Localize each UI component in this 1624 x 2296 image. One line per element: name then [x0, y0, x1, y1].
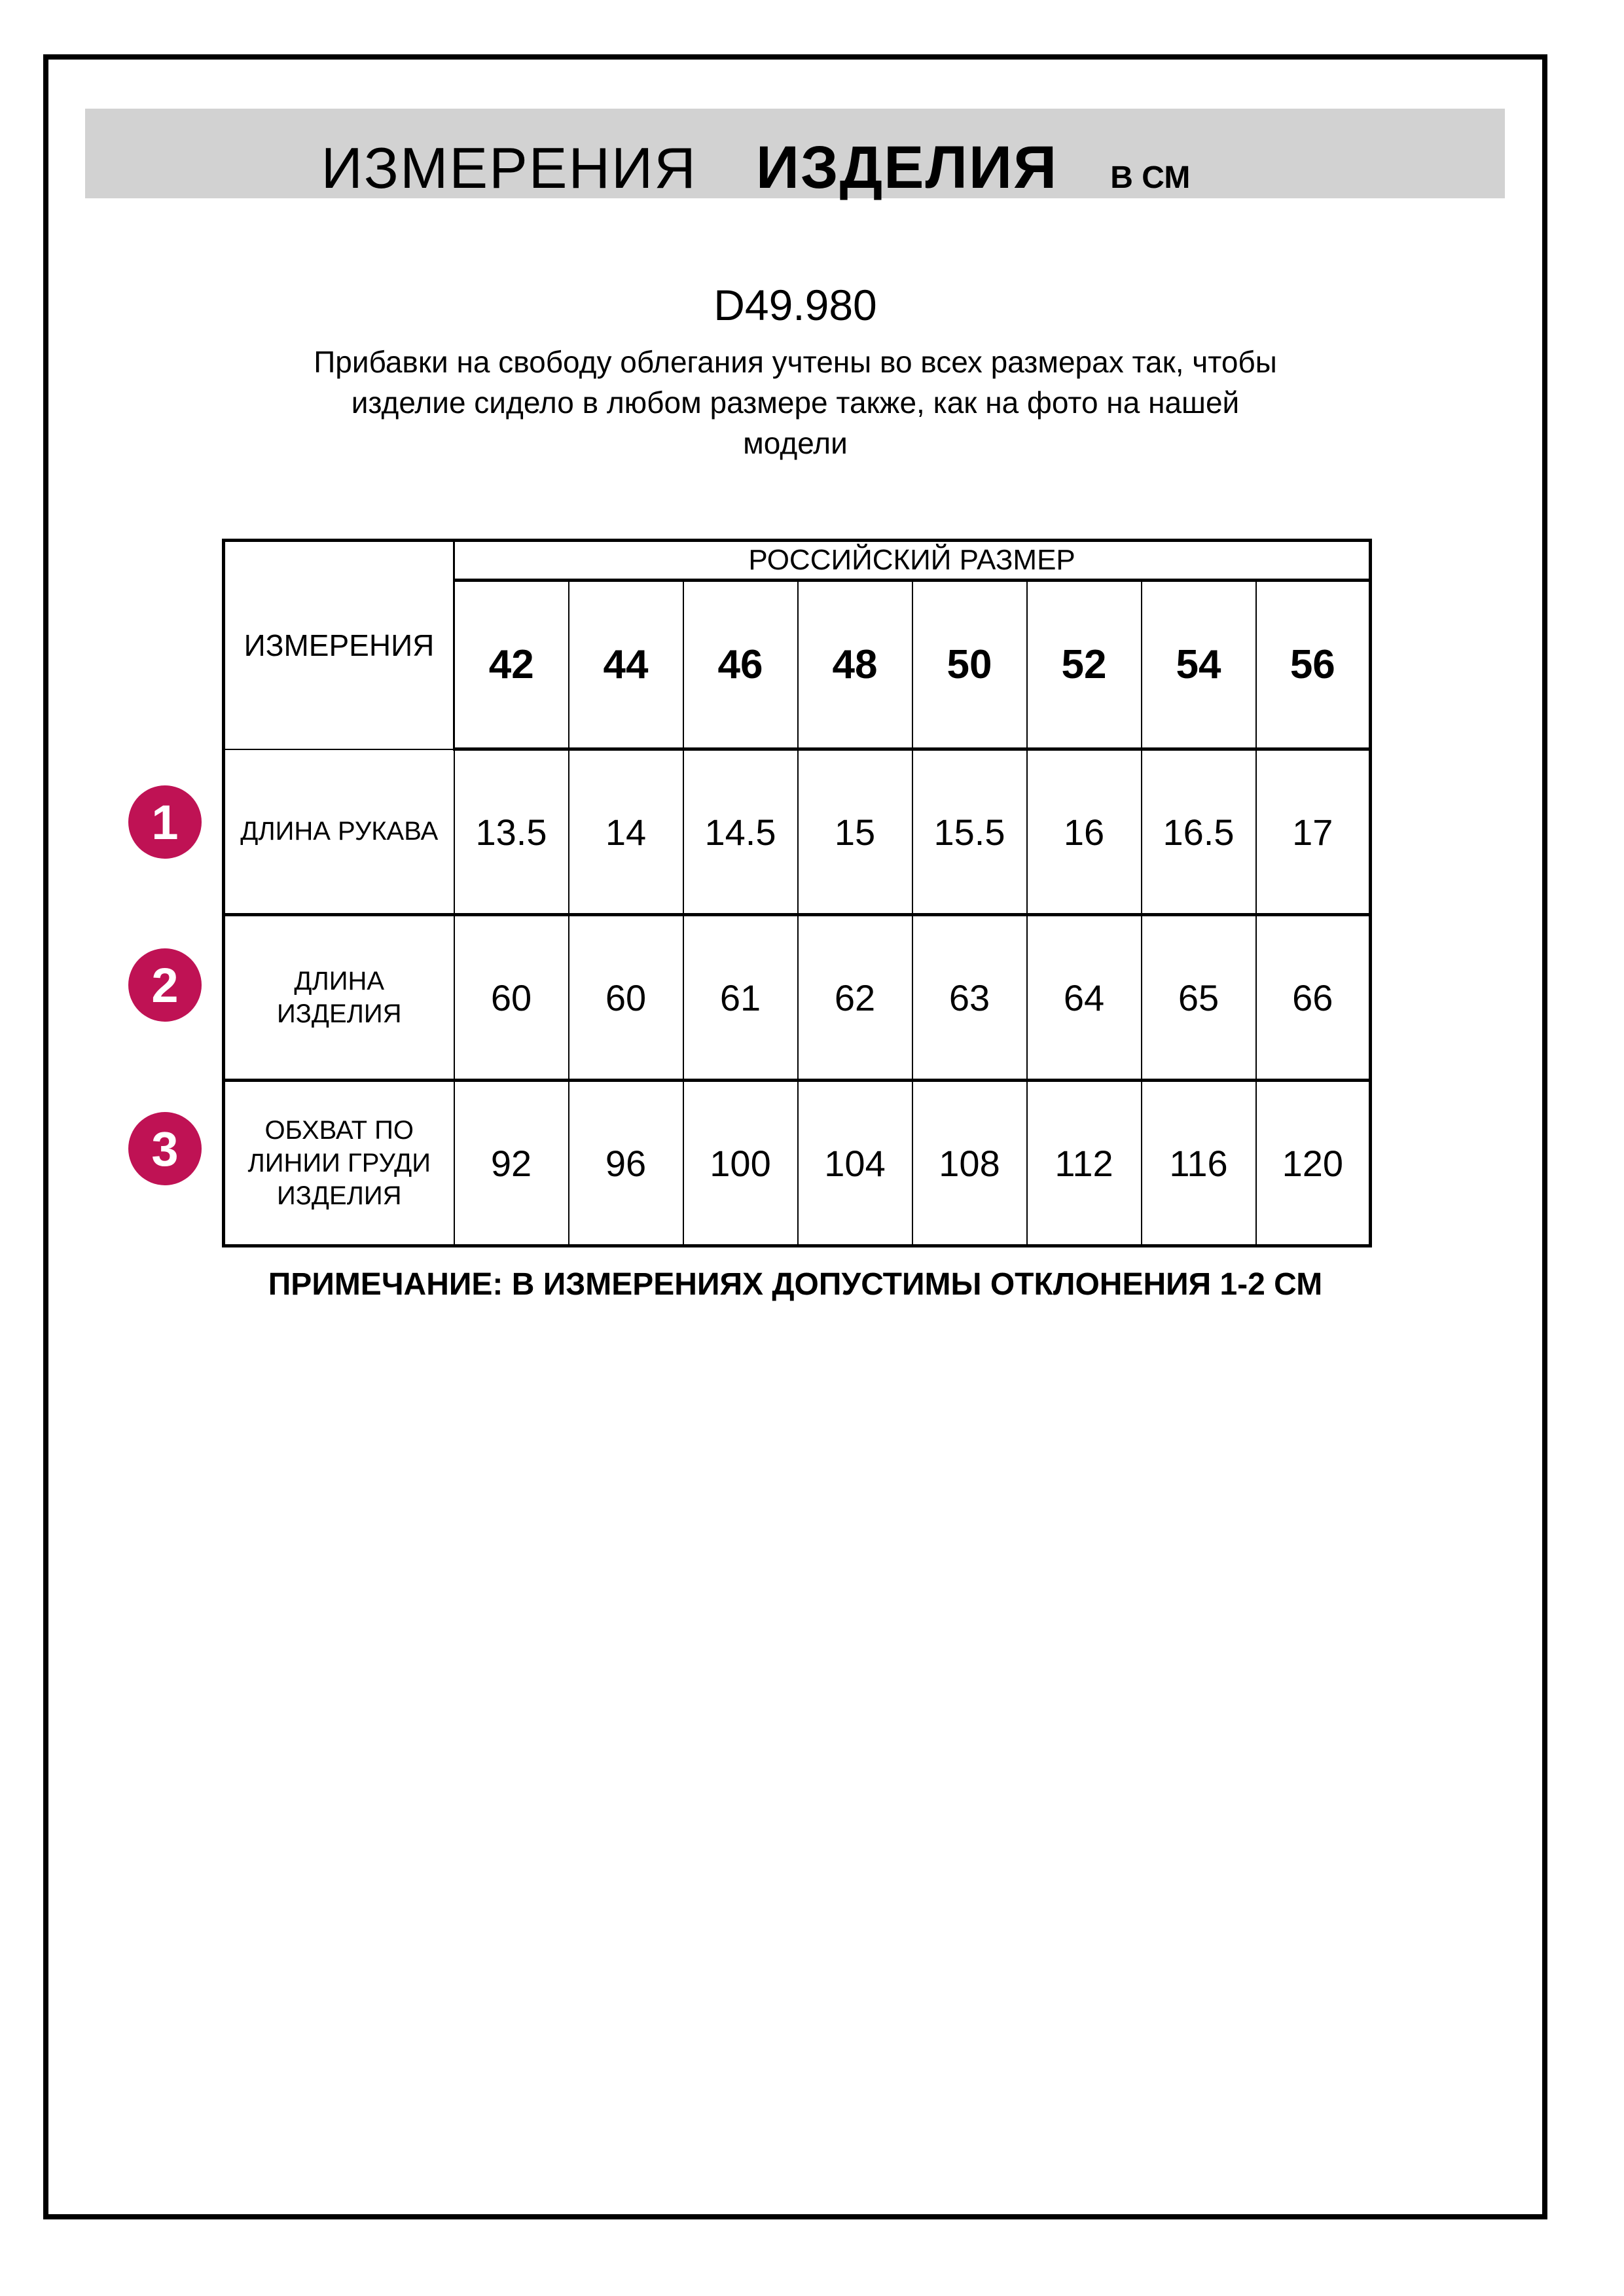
value-cell: 13.5	[454, 749, 569, 915]
measurement-label-line: ЛИНИИ ГРУДИ	[247, 1149, 431, 1177]
value-cell: 15	[798, 749, 912, 915]
title-product: ИЗДЕЛИЯ	[755, 134, 1058, 201]
row-number-badge-1: 1	[128, 785, 202, 859]
fit-description-line: Прибавки на свободу облегания учтены во всех размерах так, чтобы	[314, 345, 1277, 379]
title-band	[85, 109, 1505, 201]
measurements-header-cell: ИЗМЕРЕНИЯ	[224, 541, 454, 749]
value-cell: 120	[1256, 1081, 1371, 1246]
tolerance-note: ПРИМЕЧАНИЕ: В ИЗМЕРЕНИЯХ ДОПУСТИМЫ ОТКЛОНЕНИЯ 1-2 СМ	[268, 1267, 1323, 1302]
page-title	[321, 109, 1191, 202]
table-row	[224, 749, 1371, 915]
fit-description	[43, 342, 1547, 463]
size-header-cell: 50	[912, 581, 1027, 749]
value-cell: 96	[569, 1081, 683, 1246]
value-cell: 60	[569, 915, 683, 1081]
row-number-badge-3: 3	[128, 1112, 202, 1185]
size-header-cell: 42	[454, 581, 569, 749]
value-cell: 63	[912, 915, 1027, 1081]
value-cell: 16	[1027, 749, 1142, 915]
size-group-header-cell: РОССИЙСКИЙ РАЗМЕР	[454, 541, 1371, 581]
value-cell: 100	[683, 1081, 798, 1246]
measurement-label-line: ИЗДЕЛИЯ	[276, 1181, 402, 1210]
value-cell: 61	[683, 915, 798, 1081]
value-cell: 17	[1256, 749, 1371, 915]
measurement-label-line: ДЛИНА	[294, 967, 385, 996]
fit-description-line: модели	[743, 426, 848, 460]
fit-description-line: изделие сидело в любом размере также, как на фото на нашей	[351, 386, 1240, 420]
value-cell: 64	[1027, 915, 1142, 1081]
value-cell: 15.5	[912, 749, 1027, 915]
value-cell: 62	[798, 915, 912, 1081]
value-cell: 65	[1142, 915, 1256, 1081]
table-header-row-group	[224, 541, 1371, 581]
size-chart-table	[222, 539, 1372, 1247]
size-header-cell: 44	[569, 581, 683, 749]
title-measurements: ИЗМЕРЕНИЯ	[321, 135, 697, 200]
value-cell: 112	[1027, 1081, 1142, 1246]
size-header-cell: 56	[1256, 581, 1371, 749]
value-cell: 60	[454, 915, 569, 1081]
product-code: D49.980	[713, 281, 877, 329]
value-cell: 104	[798, 1081, 912, 1246]
value-cell: 16.5	[1142, 749, 1256, 915]
value-cell: 108	[912, 1081, 1027, 1246]
measurement-label-cell	[224, 915, 454, 1081]
measurement-label-cell	[224, 749, 454, 915]
table-row	[224, 1081, 1371, 1246]
value-cell: 14	[569, 749, 683, 915]
measurement-label-cell	[224, 1081, 454, 1246]
measurement-label-line: ИЗДЕЛИЯ	[276, 999, 402, 1028]
measurement-label-line: ДЛИНА РУКАВА	[240, 817, 439, 846]
table-row	[224, 915, 1371, 1081]
size-header-cell: 52	[1027, 581, 1142, 749]
value-cell: 14.5	[683, 749, 798, 915]
value-cell: 66	[1256, 915, 1371, 1081]
measurement-label-line: ОБХВАТ ПО	[264, 1116, 414, 1145]
size-header-cell: 54	[1142, 581, 1256, 749]
size-header-cell: 48	[798, 581, 912, 749]
title-units: В СМ	[1110, 160, 1191, 195]
value-cell: 116	[1142, 1081, 1256, 1246]
row-number-badge-2: 2	[128, 948, 202, 1022]
size-header-cell: 46	[683, 581, 798, 749]
value-cell: 92	[454, 1081, 569, 1246]
